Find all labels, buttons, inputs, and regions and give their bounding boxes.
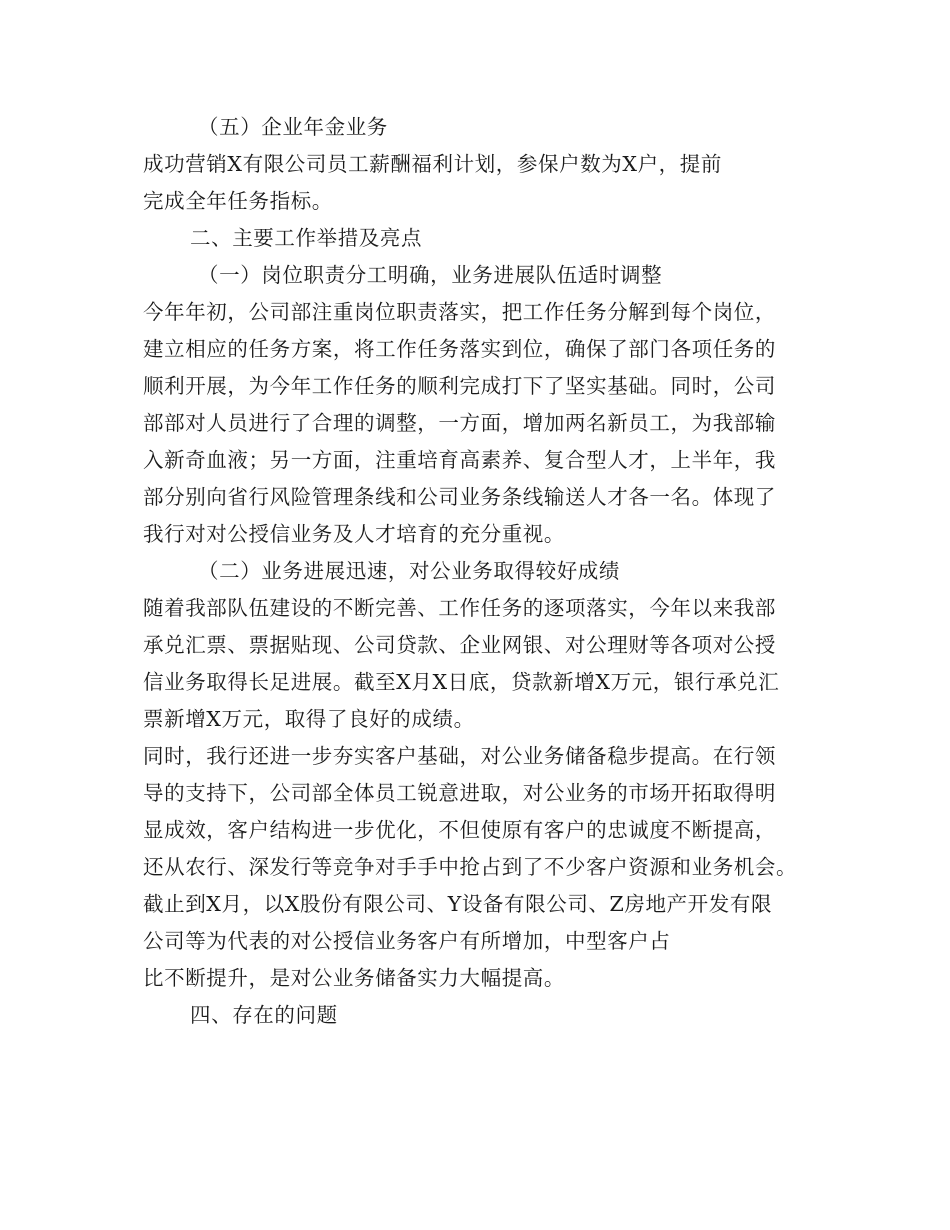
paragraph-line: 还从农行、深发行等竞争对手手中抢占到了不少客户资源和业务机会。: [143, 855, 798, 879]
paragraph-line: 信业务取得长足进展。截至X月X日底，贷款新增X万元，银行承兑汇: [143, 670, 780, 694]
section-heading-existing-problems: 四、存在的问题: [190, 1003, 338, 1027]
paragraph-line: 票新增X万元，取得了良好的成绩。: [143, 707, 475, 731]
paragraph-line: 随着我部队伍建设的不断完善、工作任务的逐项落实，今年以来我部: [143, 596, 776, 620]
paragraph-line: 入新奇血液；另一方面，注重培育高素养、复合型人才，上半年，我: [143, 448, 776, 472]
paragraph-line: 部分别向省行风险管理条线和公司业务条线输送人才各一名。体现了: [143, 485, 776, 509]
paragraph-line: 成功营销X有限公司员工薪酬福利计划，参保户数为X户，提前: [143, 152, 722, 176]
section-heading-main-measures: 二、主要工作举措及亮点: [190, 226, 423, 250]
subsection-heading-job-duties: （一）岗位职责分工明确，业务进展队伍适时调整: [198, 263, 663, 287]
paragraph-line: 公司等为代表的对公授信业务客户有所增加，中型客户占: [143, 929, 671, 953]
paragraph-line: 部部对人员进行了合理的调整，一方面，增加两名新员工，为我部输: [143, 411, 776, 435]
paragraph-line: 显成效，客户结构进一步优化，不但使原有客户的忠诚度不断提高，: [143, 818, 776, 842]
paragraph-line: 今年年初，公司部注重岗位职责落实，把工作任务分解到每个岗位，: [143, 300, 776, 324]
subsection-heading-business-progress: （二）业务进展迅速，对公业务取得较好成绩: [198, 559, 620, 583]
paragraph-line: 建立相应的任务方案，将工作任务落实到位，确保了部门各项任务的: [143, 337, 776, 361]
paragraph-line: 同时，我行还进一步夯实客户基础，对公业务储备稳步提高。在行领: [143, 744, 776, 768]
paragraph-line: 完成全年任务指标。: [143, 189, 333, 213]
paragraph-line: 承兑汇票、票据贴现、公司贷款、企业网银、对公理财等各项对公授: [143, 633, 776, 657]
paragraph-line: 导的支持下，公司部全体员工锐意进取，对公业务的市场开拓取得明: [143, 781, 776, 805]
paragraph-line: 比不断提升，是对公业务储备实力大幅提高。: [143, 966, 565, 990]
section-heading-enterprise-annuity: （五）企业年金业务: [198, 115, 388, 139]
paragraph-line: 截止到X月，以X股份有限公司、Y设备有限公司、Z房地产开发有限: [143, 892, 773, 916]
paragraph-line: 顺利开展，为今年工作任务的顺利完成打下了坚实基础。同时，公司: [143, 374, 776, 398]
paragraph-line: 我行对对公授信业务及人才培育的充分重视。: [143, 522, 565, 546]
